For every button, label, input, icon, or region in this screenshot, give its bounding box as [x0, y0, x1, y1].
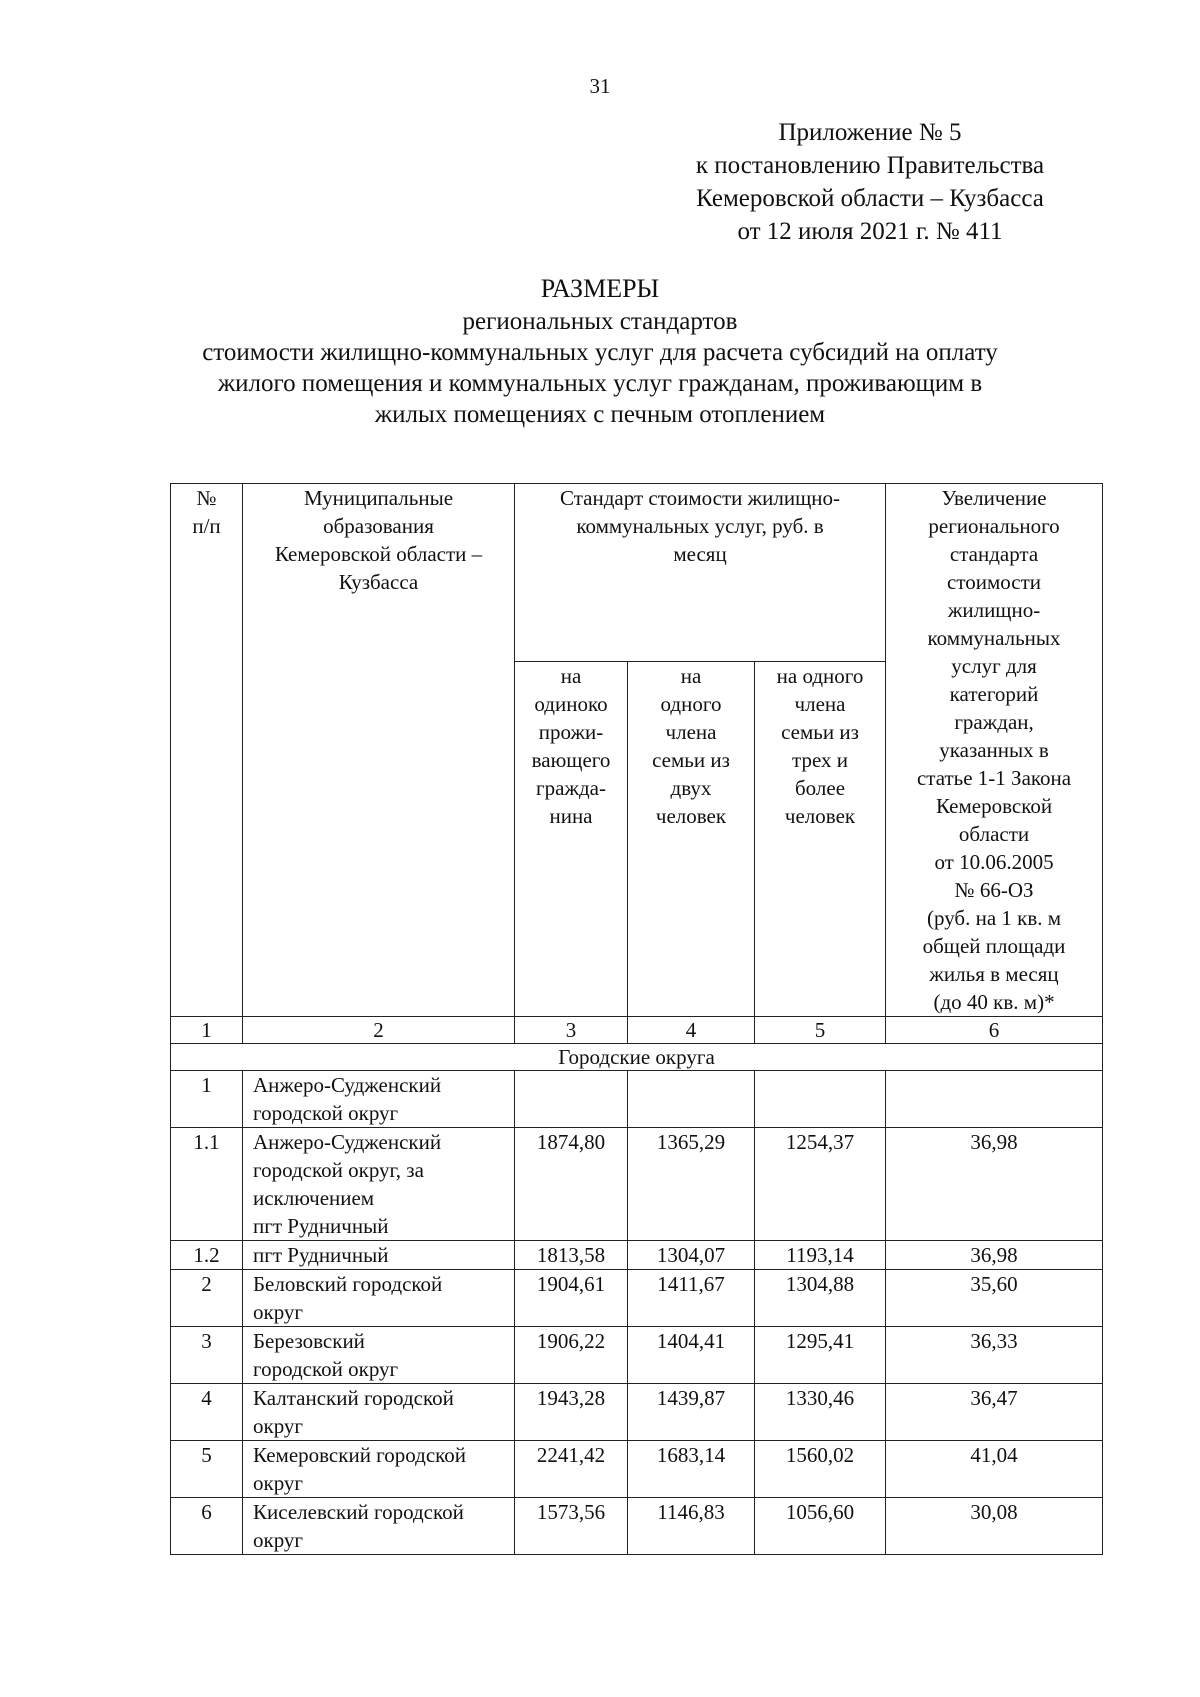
cell-value: 36,47 [886, 1384, 1103, 1441]
annex-line: Приложение № 5 [778, 119, 962, 146]
row-municipality: пгт Рудничный [243, 1241, 515, 1270]
column-number: 5 [755, 1017, 886, 1044]
cell-value: 36,98 [886, 1241, 1103, 1270]
cell-value [755, 1071, 886, 1128]
cell-value: 35,60 [886, 1270, 1103, 1327]
table-row [171, 1128, 1103, 1241]
cell-value: 1904,61 [515, 1270, 628, 1327]
title-line: жилого помещения и коммунальных услуг гражданам, проживающим в [217, 370, 983, 397]
cell-value: 1304,88 [755, 1270, 886, 1327]
title-line: жилых помещениях с печным отоплением [374, 401, 826, 428]
annex-header [640, 116, 1100, 248]
row-municipality: Кемеровский городской округ [243, 1441, 515, 1498]
cell-value: 1439,87 [628, 1384, 755, 1441]
cell-value [628, 1071, 755, 1128]
row-municipality: Березовский городской округ [243, 1327, 515, 1384]
row-municipality: Анжеро-Судженский городской округ, за исключением пгт Рудничный [243, 1128, 515, 1241]
column-number: 3 [515, 1017, 628, 1044]
cell-value: 1874,80 [515, 1128, 628, 1241]
cell-value: 1193,14 [755, 1241, 886, 1270]
cell-value: 1254,37 [755, 1128, 886, 1241]
cell-value: 1906,22 [515, 1327, 628, 1384]
table-row [171, 1498, 1103, 1555]
column-numbers-row [171, 1017, 1103, 1044]
cell-value: 36,98 [886, 1128, 1103, 1241]
cell-value: 1813,58 [515, 1241, 628, 1270]
cell-value: 1411,67 [628, 1270, 755, 1327]
cell-value [886, 1071, 1103, 1128]
table-row [171, 1071, 1103, 1128]
row-number: 1.2 [171, 1241, 243, 1270]
cell-value: 1404,41 [628, 1327, 755, 1384]
cell-value: 1560,02 [755, 1441, 886, 1498]
cell-value: 1330,46 [755, 1384, 886, 1441]
cell-value: 1943,28 [515, 1384, 628, 1441]
page-number: 31 [589, 74, 611, 98]
header-single-citizen: на одиноко прожи- вающего гражда- нина [515, 662, 628, 1017]
row-number: 3 [171, 1327, 243, 1384]
header-number: № п/п [171, 484, 243, 1017]
header-three-plus-family: на одного члена семьи из трех и более человек [755, 662, 886, 1017]
cell-value: 36,33 [886, 1327, 1103, 1384]
cell-value: 1573,56 [515, 1498, 628, 1555]
row-municipality: Калтанский городской округ [243, 1384, 515, 1441]
title-line: региональных стандартов [462, 308, 738, 335]
cell-value: 2241,42 [515, 1441, 628, 1498]
cell-value: 30,08 [886, 1498, 1103, 1555]
header-municipality: Муниципальные образования Кемеровской области – Кузбасса [243, 484, 515, 1017]
row-number: 1 [171, 1071, 243, 1128]
annex-line: Кемеровской области – Кузбасса [696, 185, 1044, 212]
document-title [150, 272, 1050, 430]
cell-value: 1146,83 [628, 1498, 755, 1555]
column-number: 4 [628, 1017, 755, 1044]
table-row [171, 1384, 1103, 1441]
row-municipality: Анжеро-Судженский городской округ [243, 1071, 515, 1128]
row-number: 6 [171, 1498, 243, 1555]
section-row [171, 1044, 1103, 1071]
row-number: 5 [171, 1441, 243, 1498]
cell-value: 1304,07 [628, 1241, 755, 1270]
standards-table [170, 483, 1103, 1555]
title-line: стоимости жилищно-коммунальных услуг для расчета субсидий на оплату [202, 339, 998, 366]
section-title: Городские округа [171, 1044, 1103, 1071]
cell-value: 1365,29 [628, 1128, 755, 1241]
row-municipality: Беловский городской округ [243, 1270, 515, 1327]
column-number: 2 [243, 1017, 515, 1044]
header-standard: Стандарт стоимости жилищно- коммунальных услуг, руб. в месяц [515, 484, 886, 662]
cell-value: 1056,60 [755, 1498, 886, 1555]
cell-value: 41,04 [886, 1441, 1103, 1498]
cell-value: 1295,41 [755, 1327, 886, 1384]
cell-value: 1683,14 [628, 1441, 755, 1498]
row-municipality: Киселевский городской округ [243, 1498, 515, 1555]
row-number: 4 [171, 1384, 243, 1441]
cell-value [515, 1071, 628, 1128]
table-row [171, 1270, 1103, 1327]
title-heading: РАЗМЕРЫ [540, 274, 660, 303]
column-number: 6 [886, 1017, 1103, 1044]
row-number: 2 [171, 1270, 243, 1327]
row-number: 1.1 [171, 1128, 243, 1241]
table-row [171, 1327, 1103, 1384]
column-number: 1 [171, 1017, 243, 1044]
table-row [171, 1441, 1103, 1498]
annex-line: от 12 июля 2021 г. № 411 [737, 218, 1003, 245]
header-two-person-family: на одного члена семьи из двух человек [628, 662, 755, 1017]
annex-line: к постановлению Правительства [695, 152, 1045, 179]
table-header-row [171, 484, 1103, 662]
header-increase: Увеличение регионального стандарта стоимости жилищно- коммунальных услуг для категорий граждан, указанных в статье 1-1 Закона Кемеровской области от 10.06.2005 № 66-ОЗ (руб. на 1 кв. м общей площади жилья в месяц (до 40 кв. м)* [886, 484, 1103, 1017]
table-row [171, 1241, 1103, 1270]
